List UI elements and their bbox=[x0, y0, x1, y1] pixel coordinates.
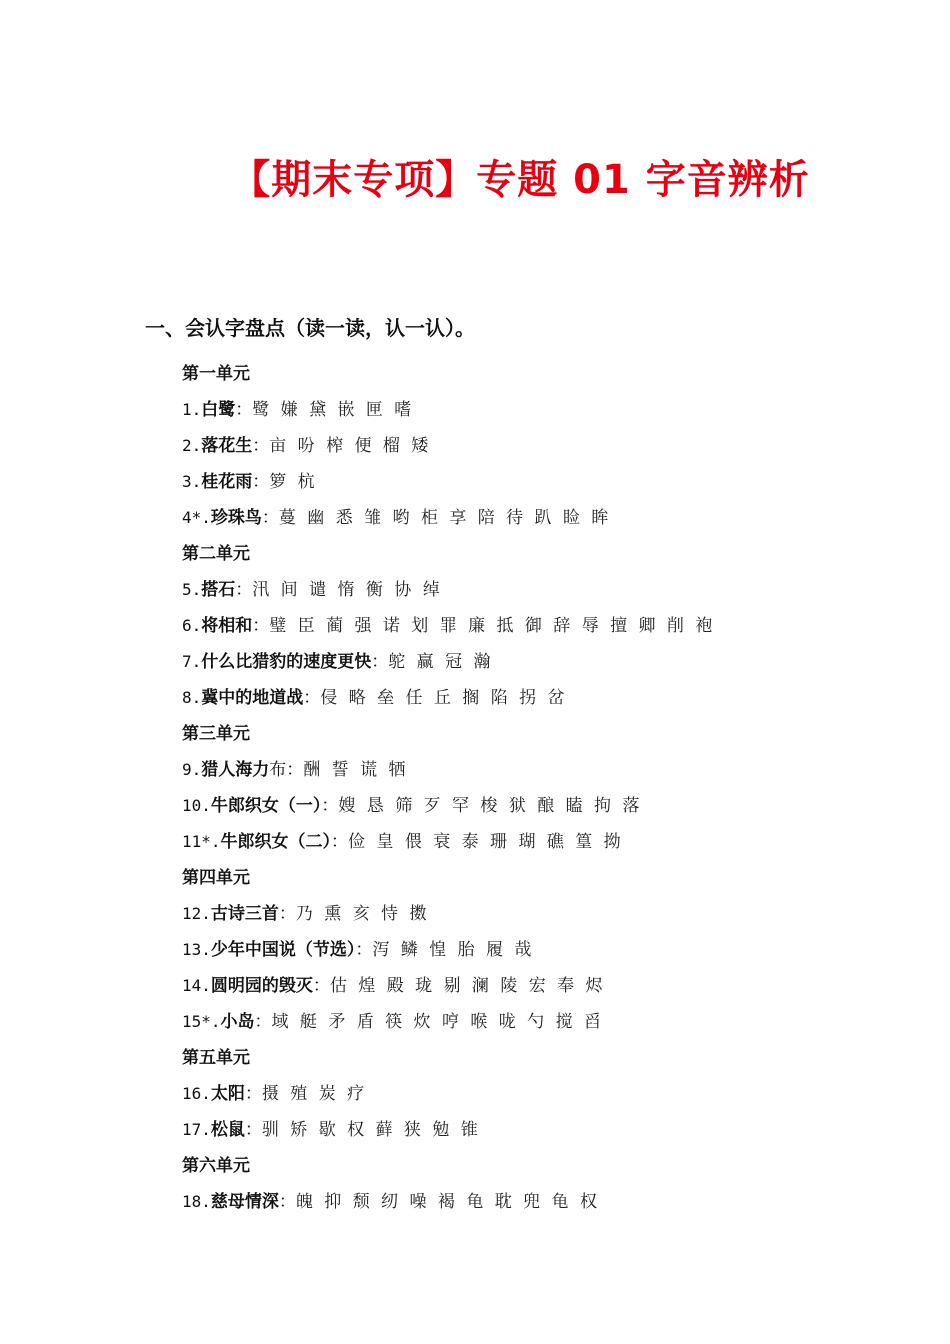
lesson-characters: 璧 臣 蔺 强 诺 划 罪 廉 抵 御 辞 辱 擅 卿 削 袍 bbox=[269, 616, 714, 636]
unit-title: 第三单元 bbox=[182, 724, 250, 744]
lesson-characters: 蔓 幽 悉 雏 哟 柜 享 陪 待 趴 睑 眸 bbox=[278, 508, 610, 528]
lesson-name: 什么比猎豹的速度更快 bbox=[201, 652, 372, 672]
unit-title: 第六单元 bbox=[182, 1156, 250, 1176]
lesson-characters: 驯 矫 歇 权 藓 狭 勉 锥 bbox=[261, 1120, 479, 1140]
lesson-name: 珍珠鸟 bbox=[210, 508, 262, 528]
lesson-characters: 嫂 恳 筛 歹 罕 梭 狱 酿 瞌 拘 落 bbox=[338, 796, 641, 816]
lesson-row bbox=[182, 644, 902, 680]
lesson-characters: 估 煌 殿 珑 剔 澜 陵 宏 奉 烬 bbox=[329, 976, 604, 996]
lesson-characters: 乃 熏 亥 恃 擞 bbox=[295, 904, 428, 924]
lesson-separator: ： bbox=[235, 400, 253, 420]
lesson-row bbox=[182, 608, 902, 644]
lesson-number: 15*. bbox=[182, 1012, 221, 1031]
lesson-characters: 汛 间 谴 惰 衡 协 绰 bbox=[252, 580, 441, 600]
lesson-number: 3. bbox=[182, 472, 202, 491]
lesson-name: 落花生 bbox=[201, 436, 253, 456]
lesson-name: 将相和 bbox=[201, 616, 253, 636]
lesson-name: 搭石 bbox=[201, 580, 236, 600]
lesson-separator: 布： bbox=[269, 760, 304, 780]
lesson-number: 16. bbox=[182, 1084, 211, 1103]
lesson-row bbox=[182, 1004, 902, 1040]
lesson-number: 11*. bbox=[182, 832, 221, 851]
lesson-row bbox=[182, 572, 902, 608]
lesson-characters: 侵 略 垒 任 丘 搁 陷 拐 岔 bbox=[320, 688, 566, 708]
lesson-row bbox=[182, 896, 902, 932]
lesson-row bbox=[182, 500, 902, 536]
lesson-row bbox=[182, 392, 902, 428]
lesson-row bbox=[182, 1076, 902, 1112]
lesson-number: 13. bbox=[182, 940, 211, 959]
document-title: 【期末专项】专题 01 字音辨析 bbox=[230, 157, 810, 203]
lesson-characters: 摄 殖 炭 疗 bbox=[261, 1084, 366, 1104]
lesson-name: 猎人海力 bbox=[201, 760, 270, 780]
lesson-characters: 酬 誓 谎 牺 bbox=[303, 760, 407, 780]
lesson-characters: 箩 杭 bbox=[269, 472, 316, 492]
lesson-number: 8. bbox=[182, 688, 202, 707]
lesson-name: 慈母情深 bbox=[210, 1192, 279, 1212]
lesson-separator: ： bbox=[278, 1192, 296, 1212]
lesson-name: 古诗三首 bbox=[210, 904, 279, 924]
lesson-row bbox=[182, 680, 902, 716]
lesson-name: 桂花雨 bbox=[201, 472, 253, 492]
lesson-characters: 鹭 嫌 黛 嵌 匣 嗜 bbox=[252, 400, 413, 420]
unit-title: 第二单元 bbox=[182, 544, 250, 564]
lesson-separator: ： bbox=[244, 1084, 262, 1104]
lesson-row bbox=[182, 932, 902, 968]
unit-title: 第四单元 bbox=[182, 868, 250, 888]
lesson-row bbox=[182, 1184, 902, 1220]
lesson-characters: 域 艇 矛 盾 筷 炊 哼 喉 咙 勺 搅 舀 bbox=[271, 1012, 602, 1032]
lesson-separator: ： bbox=[312, 976, 330, 996]
lesson-number: 7. bbox=[182, 652, 202, 671]
lesson-row bbox=[182, 968, 902, 1004]
lesson-name: 牛郎织女（一） bbox=[210, 796, 322, 816]
unit-title: 第五单元 bbox=[182, 1048, 250, 1068]
lesson-separator: ： bbox=[244, 1120, 262, 1140]
lesson-separator: ： bbox=[303, 688, 321, 708]
lesson-characters: 亩 吩 榨 便 榴 矮 bbox=[269, 436, 430, 456]
lesson-name: 少年中国说（节选） bbox=[210, 940, 356, 960]
lesson-row bbox=[182, 464, 902, 500]
lesson-number: 5. bbox=[182, 580, 202, 599]
lesson-characters: 泻 鳞 惶 胎 履 哉 bbox=[372, 940, 533, 960]
lesson-separator: ： bbox=[252, 436, 270, 456]
lesson-number: 18. bbox=[182, 1192, 211, 1211]
lesson-characters: 俭 皇 偎 衰 泰 珊 瑚 礁 篁 拗 bbox=[348, 832, 622, 852]
lesson-number: 1. bbox=[182, 400, 202, 419]
lesson-number: 2. bbox=[182, 436, 202, 455]
lesson-separator: ： bbox=[252, 472, 270, 492]
lesson-characters: 魄 抑 颓 纫 噪 褐 龟 耽 兜 龟 权 bbox=[295, 1192, 598, 1212]
lesson-number: 14. bbox=[182, 976, 211, 995]
lesson-name: 圆明园的毁灭 bbox=[210, 976, 313, 996]
lesson-row bbox=[182, 824, 902, 860]
lesson-characters: 鸵 赢 冠 瀚 bbox=[388, 652, 492, 672]
lesson-separator: ： bbox=[321, 796, 339, 816]
section-heading: 一、会认字盘点（读一读，认一认）。 bbox=[145, 316, 475, 340]
lesson-row bbox=[182, 428, 902, 464]
lesson-name: 太阳 bbox=[210, 1084, 245, 1104]
lesson-row bbox=[182, 1112, 902, 1148]
lesson-separator: ： bbox=[235, 580, 253, 600]
word-list bbox=[182, 356, 902, 1220]
lesson-separator: ： bbox=[331, 832, 349, 852]
lesson-number: 10. bbox=[182, 796, 211, 815]
lesson-separator: ： bbox=[252, 616, 270, 636]
lesson-number: 6. bbox=[182, 616, 202, 635]
lesson-number: 12. bbox=[182, 904, 211, 923]
lesson-number: 9. bbox=[182, 760, 202, 779]
lesson-row bbox=[182, 752, 902, 788]
lesson-name: 白鹭 bbox=[201, 400, 236, 420]
lesson-separator: ： bbox=[371, 652, 389, 672]
lesson-name: 松鼠 bbox=[210, 1120, 245, 1140]
lesson-separator: ： bbox=[278, 904, 296, 924]
lesson-number: 4*. bbox=[182, 508, 211, 527]
lesson-name: 小岛 bbox=[220, 1012, 255, 1032]
lesson-separator: ： bbox=[254, 1012, 272, 1032]
lesson-name: 牛郎织女（二） bbox=[220, 832, 332, 852]
lesson-name: 冀中的地道战 bbox=[201, 688, 304, 708]
lesson-row bbox=[182, 788, 902, 824]
lesson-number: 17. bbox=[182, 1120, 211, 1139]
lesson-separator: ： bbox=[261, 508, 279, 528]
unit-title: 第一单元 bbox=[182, 364, 250, 384]
lesson-separator: ： bbox=[355, 940, 373, 960]
